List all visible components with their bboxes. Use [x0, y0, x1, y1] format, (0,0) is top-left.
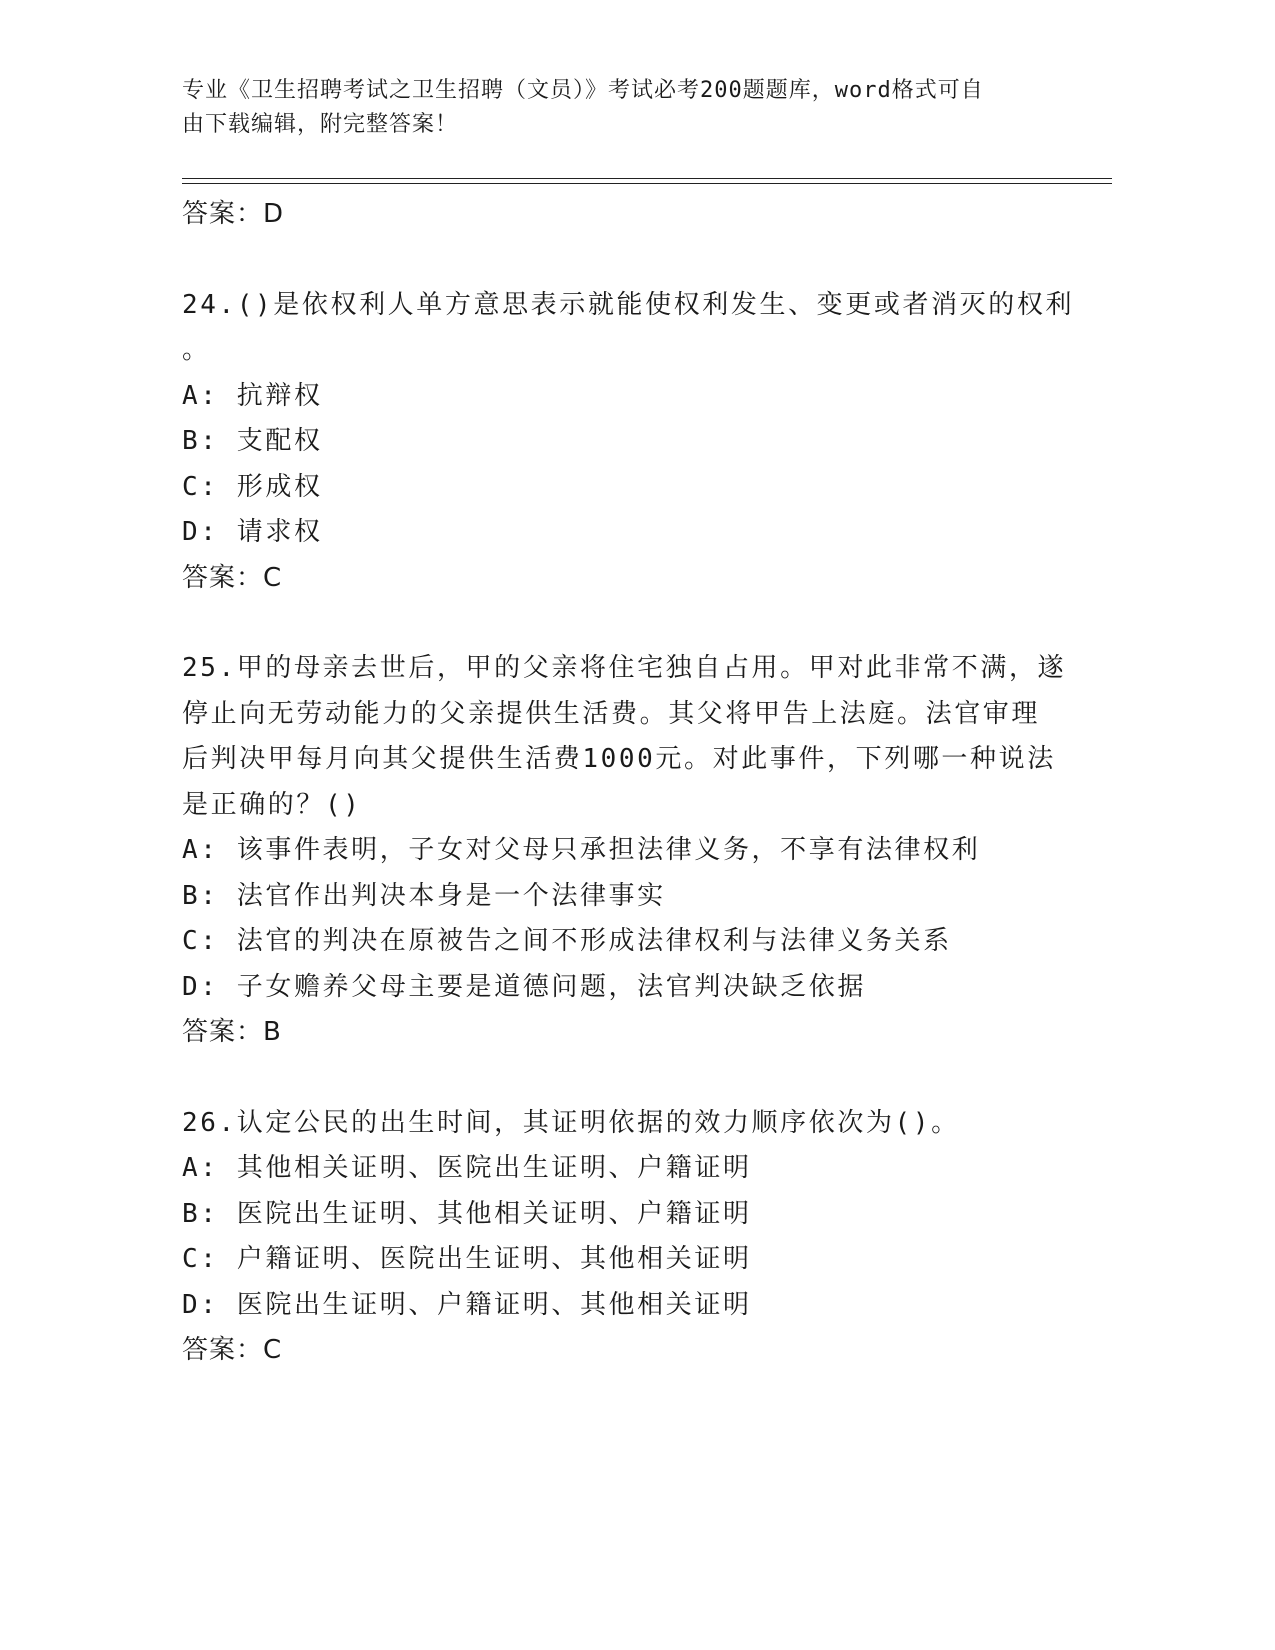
option-a: A: 其他相关证明、医院出生证明、户籍证明: [182, 1153, 752, 1183]
spacer: [182, 601, 1082, 646]
header-divider-bottom: [182, 183, 1112, 184]
option-d: D: 请求权: [182, 517, 323, 547]
option-b: B: 法官作出判决本身是一个法律事实: [182, 880, 666, 911]
question-content: [182, 192, 1082, 1374]
question-26: [182, 1101, 1082, 1374]
spacer: [182, 238, 1082, 283]
question-text-line: 24.()是依权利人单方意思表示就能使权利发生、变更或者消灭的权利: [182, 289, 1075, 320]
option-c: C: 户籍证明、医院出生证明、其他相关证明: [182, 1244, 752, 1274]
spacer: [182, 1056, 1082, 1101]
option-d: D: 医院出生证明、户籍证明、其他相关证明: [182, 1289, 752, 1320]
question-text-line: 25.甲的母亲去世后，甲的父亲将住宅独自占用。甲对此非常不满，遂: [182, 653, 1067, 683]
option-c: C: 法官的判决在原被告之间不形成法律权利与法律义务关系: [182, 926, 952, 956]
option-a: A: 抗辩权: [182, 380, 323, 411]
answer: 答案：C: [182, 1335, 283, 1365]
page-header: [182, 74, 1062, 142]
question-text-line: 后判决甲每月向其父提供生活费1000元。对此事件，下列哪一种说法: [182, 744, 1056, 774]
question-25: [182, 646, 1082, 1056]
answer: 答案：C: [182, 562, 283, 593]
question-text-line: 26.认定公民的出生时间，其证明依据的效力顺序依次为()。: [182, 1107, 960, 1138]
option-a: A: 该事件表明，子女对父母只承担法律义务，不享有法律权利: [182, 835, 981, 865]
option-b: B: 医院出生证明、其他相关证明、户籍证明: [182, 1198, 752, 1229]
option-d: D: 子女赡养父母主要是道德问题，法官判决缺乏依据: [182, 971, 866, 1002]
question-text-line: 是正确的？(): [182, 789, 362, 820]
question-text-line: 。: [182, 335, 211, 365]
previous-answer: 答案：D: [182, 199, 285, 229]
header-divider-top: [182, 178, 1112, 179]
answer: 答案：B: [182, 1017, 282, 1047]
option-b: B: 支配权: [182, 426, 323, 456]
header-line-2: 由下载编辑，附完整答案！: [182, 112, 459, 137]
option-c: C: 形成权: [182, 471, 323, 502]
question-24: [182, 283, 1082, 602]
question-text-line: 停止向无劳动能力的父亲提供生活费。其父将甲告上法庭。法官审理: [182, 698, 1041, 729]
header-line-1: 专业《卫生招聘考试之卫生招聘（文员）》考试必考200题题库，word格式可自: [182, 78, 984, 103]
